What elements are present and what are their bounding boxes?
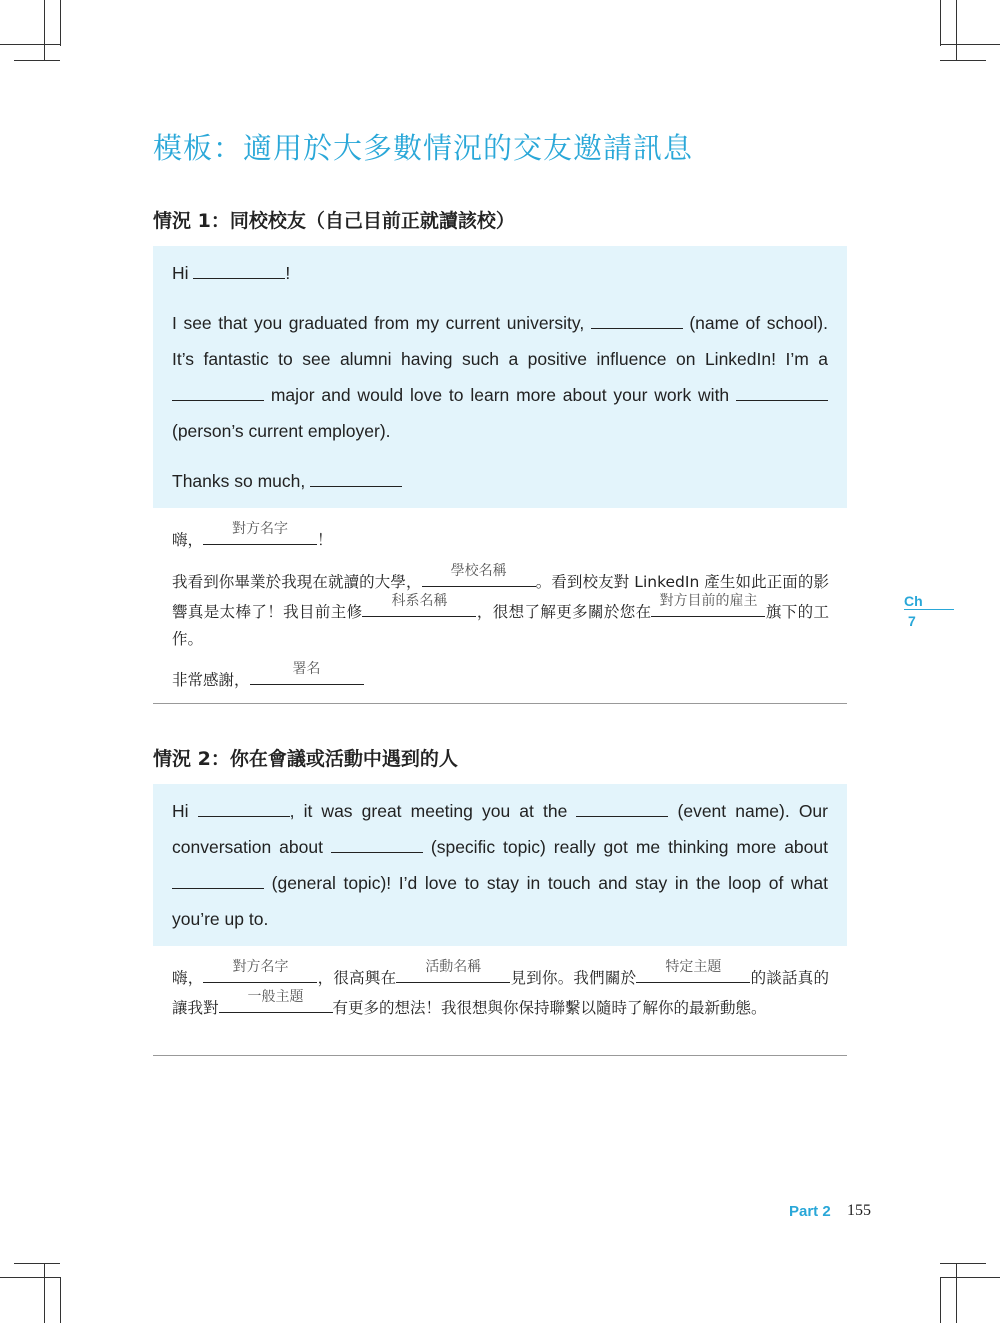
crop-mark — [940, 1277, 941, 1323]
text-run: 。看到校友對 LinkedIn 產生如此正面的影響真是太棒了！我目前主修 — [172, 573, 829, 621]
fill-hint: 署名 — [292, 661, 321, 677]
text-run: 嗨， — [172, 969, 204, 987]
fill-blank — [362, 593, 476, 617]
chapter-tab — [904, 592, 923, 630]
text-run: 見到你。我們關於 — [510, 969, 637, 987]
text-run: Hi — [172, 801, 198, 821]
text-run: (general topic)! I’d love to stay in touch and stay in the loop of what you’re up to. — [172, 873, 828, 929]
blank-line — [736, 386, 828, 401]
text-run: , it was great meeting you at the — [289, 801, 577, 821]
fill-hint: 對方目前的雇主 — [659, 593, 758, 609]
fill-hint: 學校名稱 — [450, 563, 507, 579]
text-run: (person’s current employer). — [172, 421, 391, 441]
body-paragraph — [172, 793, 828, 937]
blank-line — [172, 874, 264, 889]
fill-blank — [651, 593, 765, 617]
text-run: ! — [285, 263, 291, 283]
fill-hint: 科系名稱 — [391, 593, 448, 609]
text-run: 我看到你畢業於我現在就讀的大學， — [172, 573, 422, 591]
text-run: Thanks so much, — [172, 471, 311, 491]
section-2-zh-body — [172, 959, 829, 1022]
crop-mark — [14, 1263, 60, 1264]
blank-line — [331, 838, 423, 853]
chapter-number: 7 — [908, 613, 916, 629]
crop-mark — [940, 60, 986, 61]
text-run: 旗下的工作。 — [172, 603, 829, 648]
text-run: Hi — [172, 263, 194, 283]
fill-blank — [219, 989, 333, 1013]
section-1-zh-body — [172, 563, 829, 653]
text-run: 的談話真的讓我對 — [172, 969, 829, 1017]
section-2-english-template — [153, 784, 847, 946]
section-1-zh-greeting — [172, 521, 829, 554]
blank-line — [310, 472, 402, 487]
page-number: 155 — [847, 1202, 871, 1219]
fill-blank — [250, 661, 364, 685]
section-2-heading: 情況 2：你在會議或活動中遇到的人 — [153, 748, 458, 770]
crop-mark — [44, 0, 45, 60]
section-1-english-template — [153, 246, 847, 508]
text-run: ，很想了解更多關於您在 — [476, 603, 652, 621]
section-1-zh-closing — [172, 661, 829, 694]
blank-line — [576, 802, 668, 817]
text-run: 非常感謝， — [172, 671, 250, 689]
crop-mark — [44, 1263, 45, 1323]
crop-mark — [14, 60, 60, 61]
fill-hint: 活動名稱 — [425, 959, 482, 975]
crop-mark — [940, 0, 941, 46]
crop-mark — [940, 1263, 986, 1264]
text-run: (name of school). It’s fantastic to see alumni having such a positive influence on LinkedIn! I’m a — [172, 313, 828, 369]
fill-hint: 對方名字 — [232, 521, 289, 537]
crop-mark — [940, 44, 1000, 45]
fill-blank — [396, 959, 510, 983]
section-divider — [153, 703, 847, 704]
closing-line — [172, 463, 828, 499]
footer-part-label: Part 2 — [789, 1203, 831, 1220]
section-divider — [153, 1055, 847, 1056]
fill-hint: 特定主題 — [665, 959, 722, 975]
crop-mark — [940, 1277, 1000, 1278]
crop-mark — [60, 0, 61, 46]
text-run: 嗨， — [172, 531, 204, 549]
fill-hint: 一般主題 — [247, 989, 304, 1005]
text-run: I see that you graduated from my current university, — [172, 313, 591, 333]
fill-blank — [203, 959, 317, 983]
fill-blank — [203, 521, 317, 545]
fill-blank — [422, 563, 536, 587]
blank-line — [172, 386, 264, 401]
text-run: (specific topic) really got me thinking more about — [422, 837, 828, 857]
text-run: (event name). Our conversation about — [172, 801, 828, 857]
crop-mark — [0, 44, 60, 45]
text-run: ，很高興在 — [317, 969, 397, 987]
fill-hint: 對方名字 — [232, 959, 289, 975]
blank-line — [591, 314, 683, 329]
body-paragraph — [172, 305, 828, 449]
blank-line — [198, 802, 290, 817]
crop-mark — [0, 1277, 60, 1278]
page-title: 模板：適用於大多數情況的交友邀請訊息 — [153, 131, 694, 165]
text-run: 有更多的想法！我很想與你保持聯繫以隨時了解你的最新動態。 — [332, 999, 767, 1017]
section-1-heading: 情況 1：同校校友（自己目前正就讀該校） — [153, 210, 515, 232]
text-run: ！ — [317, 531, 333, 549]
crop-mark — [60, 1277, 61, 1323]
text-run: major and would love to learn more about your work with — [264, 385, 736, 405]
fill-blank — [636, 959, 750, 983]
greeting-line — [172, 255, 828, 291]
crop-mark — [956, 1263, 957, 1323]
chapter-tab-line — [904, 609, 954, 610]
crop-mark — [956, 0, 957, 60]
blank-line — [193, 264, 285, 279]
chapter-label: Ch — [904, 593, 923, 609]
